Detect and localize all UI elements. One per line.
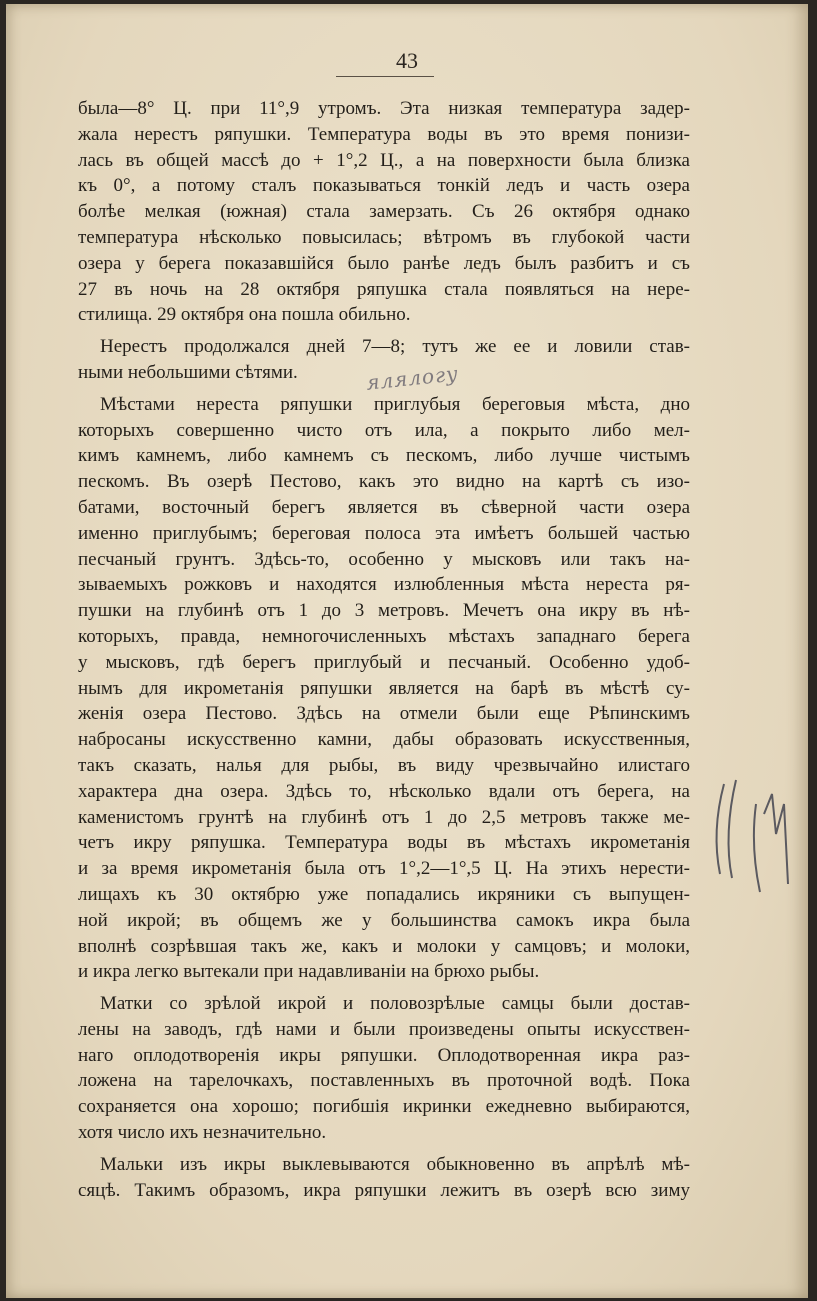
text-line: Матки со зрѣлой икрой и половозрѣлые самцы были достав- <box>100 993 690 1015</box>
text-line: такъ сказать, налья для рыбы, въ виду чрезвычайно илистаго <box>78 754 690 776</box>
text-line: батами, восточный берегъ является въ сѣверной части озера <box>78 496 690 518</box>
text-line: которыхъ, правда, немногочисленныхъ мѣстахъ западнаго берега <box>78 625 690 647</box>
text-line: четъ икру ряпушка. Температура воды въ мѣстахъ икрометанія <box>78 832 690 854</box>
text-line: женія озера Пестово. Здѣсь на отмели были еще Рѣпинскимъ <box>78 703 690 725</box>
text-line: Нерестъ продолжался дней 7—8; тутъ же ее и ловили став- <box>100 336 690 358</box>
text-line: Мальки изъ икры выклевываются обыкновенно въ апрѣлѣ мѣ- <box>100 1153 690 1175</box>
text-line: хотя число ихъ незначительно. <box>78 1122 327 1144</box>
page-number: 43 <box>396 48 418 73</box>
text-line: ными небольшими сѣтями. <box>78 361 298 383</box>
book-page <box>6 4 808 1298</box>
text-line: стилища. 29 октября она пошла обильно. <box>78 304 411 326</box>
text-line: болѣе мелкая (южная) стала замерзать. Съ 26 октября однако <box>78 201 690 223</box>
text-line: пушки на глубинѣ отъ 1 до 3 метровъ. Мечетъ она икру въ нѣ- <box>78 600 690 622</box>
text-line: зываемыхъ рожковъ и находятся излюбленныя мѣста нереста ря- <box>78 574 690 596</box>
text-line: вполнѣ созрѣвшая такъ же, какъ и молоки у самцовъ; и молоки, <box>78 935 690 957</box>
text-line: жала нерестъ ряпушки. Температура воды въ это время понизи- <box>78 123 690 145</box>
text-line: у мысковъ, гдѣ берегъ приглубый и песчаный. Особенно удоб- <box>78 651 690 673</box>
text-line: къ 0°, а потому сталъ показываться тонкій ледъ и часть озера <box>78 175 690 197</box>
text-line: пескомъ. Въ озерѣ Пестово, какъ это видно на картѣ съ изо- <box>78 471 690 493</box>
text-line: сяцѣ. Такимъ образомъ, икра ряпушки лежитъ въ озерѣ всю зиму <box>78 1179 690 1201</box>
text-line: была—8° Ц. при 11°,9 утромъ. Эта низкая температура задер- <box>78 98 690 119</box>
text-line: каменистомъ грунтѣ на глубинѣ отъ 1 до 2,5 метровъ также ме- <box>78 806 690 828</box>
text-line: озера у берега показавшійся было ранѣе ледъ былъ разбитъ и съ <box>78 252 690 274</box>
text-line: именно приглубымъ; береговая полоса эта имѣетъ большей частью <box>78 522 690 544</box>
page-number-rule <box>336 76 434 77</box>
text-line: набросаны искусственно камни, дабы образовать искусственныя, <box>78 729 690 751</box>
text-line: 27 въ ночь на 28 октября ряпушка стала появляться на нере- <box>78 278 690 300</box>
text-line: ложена на тарелочкахъ, поставленныхъ въ проточной водѣ. Пока <box>78 1070 690 1092</box>
handwritten-note: ялялогу <box>364 361 460 395</box>
text-line: Мѣстами нереста ряпушки приглубыя береговыя мѣста, дно <box>100 393 690 415</box>
text-line: песчаный грунтъ. Здѣсь-то, особенно у мысковъ или такъ на- <box>78 548 690 570</box>
text-line: лищахъ къ 30 октябрю уже попадались икряники съ выпущен- <box>78 883 690 905</box>
text-line: и за время икрометанія была отъ 1°,2—1°,5 Ц. На этихъ нерести- <box>78 858 690 880</box>
text-line: ной икрой; въ общемъ же у большинства самокъ икра была <box>78 909 690 931</box>
text-line: сохраняется она хорошо; погибшія икринки ежедневно выбираются, <box>78 1096 690 1118</box>
text-line: и икра легко вытекали при надавливаніи на брюхо рыбы. <box>78 961 540 983</box>
body-text <box>78 96 690 1203</box>
text-line: которыхъ совершенно чисто отъ ила, а покрыто либо мел- <box>78 419 690 441</box>
text-line: наго оплодотворенія икры ряпушки. Оплодотворенная икра раз- <box>78 1044 690 1066</box>
margin-pencil-mark <box>706 774 806 904</box>
text-line: характера дна озера. Здѣсь то, нѣсколько вдали отъ берега, на <box>78 780 690 802</box>
text-line: лась въ общей массѣ до + 1°,2 Ц., а на поверхности была близка <box>78 149 690 171</box>
text-line: кимъ камнемъ, либо камнемъ съ пескомъ, либо лучше чистымъ <box>78 445 690 467</box>
text-line: лены на заводъ, гдѣ нами и были произведены опыты искусствен- <box>78 1018 690 1040</box>
text-line: нымъ для икрометанія ряпушки является на барѣ въ мѣстѣ су- <box>78 677 690 699</box>
text-line: температура нѣсколько повысилась; вѣтромъ въ глубокой части <box>78 226 690 248</box>
